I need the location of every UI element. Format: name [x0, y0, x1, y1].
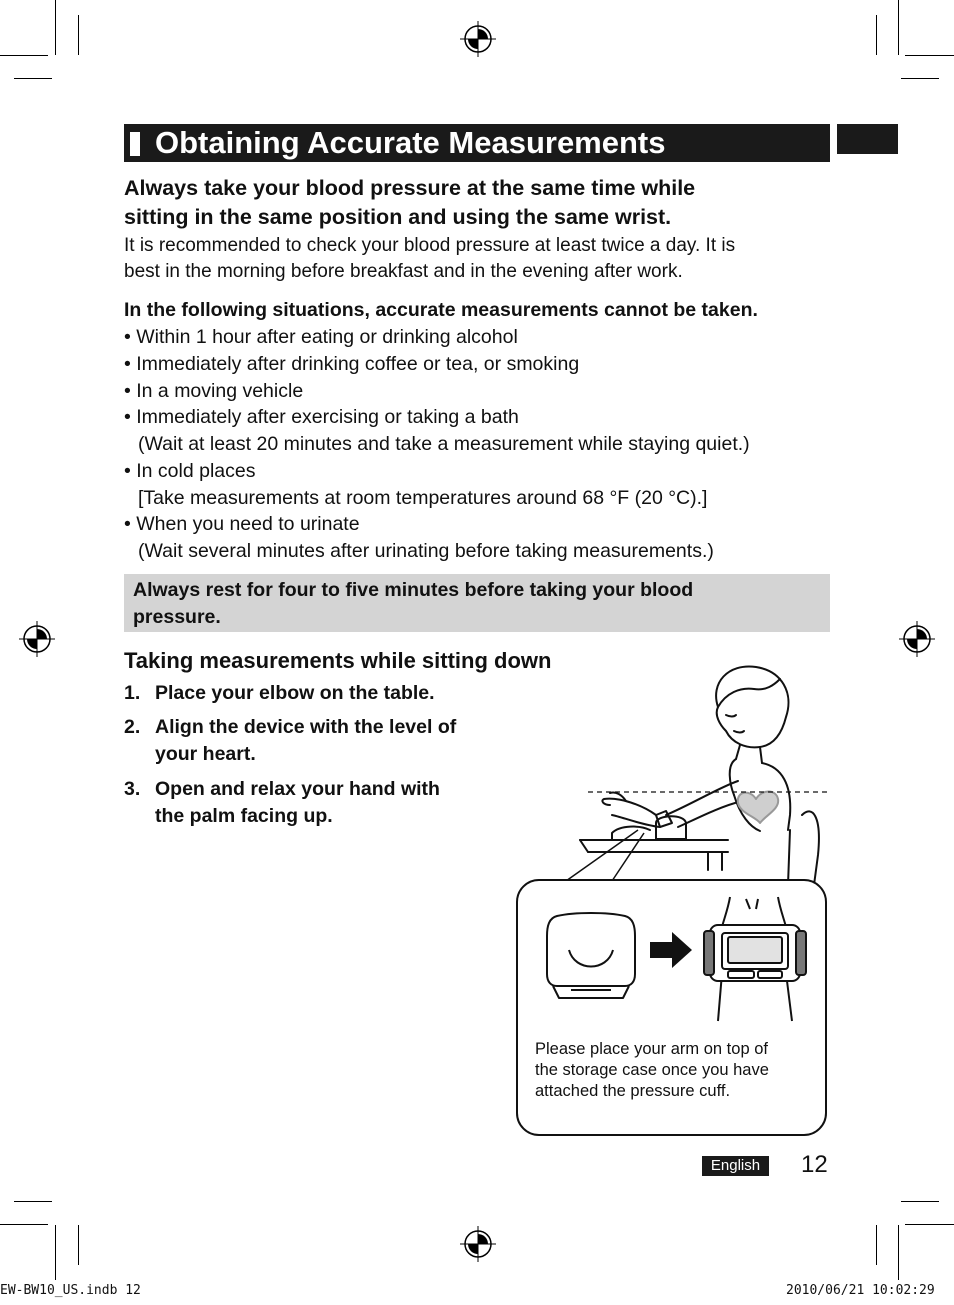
intro-heading-line2: sitting in the same position and using the same wrist. — [124, 205, 672, 229]
wrist-device-icon — [700, 895, 810, 1023]
print-file-info: EW-BW10_US.indb 12 — [0, 1283, 141, 1298]
intro-paragraph-line1: It is recommended to check your blood pressure at least twice a day. It is — [124, 235, 736, 256]
list-item: • Within 1 hour after eating or drinking alcohol — [124, 326, 518, 348]
list-item-note: [Take measurements at room temperatures around 68 °F (20 °C).] — [138, 487, 708, 509]
page-title: Obtaining Accurate Measurements — [155, 125, 666, 160]
step-text-continued: the palm facing up. — [155, 805, 333, 827]
registration-mark-right-icon — [898, 620, 936, 658]
note-line1: Always rest for four to five minutes before taking your blood — [133, 579, 694, 601]
list-item: • In a moving vehicle — [124, 380, 304, 402]
step-text-continued: your heart. — [155, 743, 256, 765]
intro-paragraph-line2: best in the morning before breakfast and in the evening after work. — [124, 261, 683, 282]
arrow-right-icon — [648, 930, 694, 970]
storage-case-icon — [545, 910, 637, 1005]
step-text: Open and relax your hand with — [155, 778, 440, 800]
side-tab — [837, 124, 898, 154]
step-text: Place your elbow on the table. — [155, 682, 435, 704]
title-marker — [130, 132, 140, 156]
situations-heading: In the following situations, accurate measurements cannot be taken. — [124, 299, 758, 321]
list-item-note: (Wait several minutes after urinating before taking measurements.) — [138, 540, 714, 562]
list-item: • Immediately after drinking coffee or tea, or smoking — [124, 353, 580, 375]
language-badge: English — [702, 1156, 769, 1176]
rest-note-box — [124, 574, 830, 632]
intro-heading-line1: Always take your blood pressure at the same time while — [124, 176, 696, 200]
step-number: 3. — [124, 778, 141, 800]
sitting-section-title: Taking measurements while sitting down — [124, 648, 552, 673]
registration-mark-left-icon — [18, 620, 56, 658]
callout-caption-line2: the storage case once you have — [535, 1061, 769, 1079]
registration-mark-bottom-icon — [459, 1225, 497, 1263]
list-item: • When you need to urinate — [124, 513, 360, 535]
section-title-bar — [124, 124, 830, 162]
seated-person-illustration — [560, 655, 840, 885]
step-number: 1. — [124, 682, 141, 704]
list-item: • Immediately after exercising or taking a bath — [124, 406, 519, 428]
note-line2: pressure. — [133, 606, 221, 628]
callout-caption-line1: Please place your arm on top of — [535, 1040, 768, 1058]
registration-mark-top-icon — [459, 20, 497, 58]
print-datetime: 2010/06/21 10:02:29 — [786, 1283, 935, 1298]
step-number: 2. — [124, 716, 141, 738]
list-item: • In cold places — [124, 460, 256, 482]
list-item-note: (Wait at least 20 minutes and take a measurement while staying quiet.) — [138, 433, 750, 455]
page-number: 12 — [801, 1151, 828, 1178]
step-text: Align the device with the level of — [155, 716, 457, 738]
callout-caption-line3: attached the pressure cuff. — [535, 1082, 731, 1100]
